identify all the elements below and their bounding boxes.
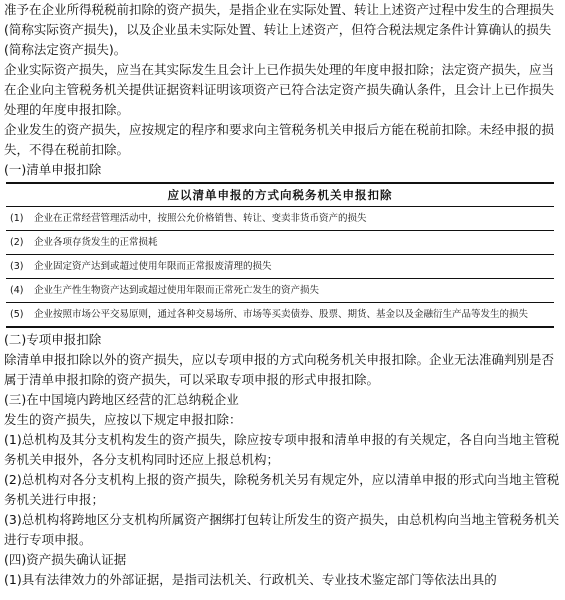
section-heading-evidence: (四)资产损失确认证据 — [4, 552, 127, 567]
table-row — [6, 303, 554, 326]
row-text: 企业生产性生物资产达到或超过使用年限而正常死亡发生的资产损失 — [34, 285, 320, 296]
section-heading-cross-region: (三)在中国境内跨地区经营的汇总纳税企业 — [4, 392, 239, 407]
row-number: (3) — [10, 261, 24, 272]
cross-region-item-3: (3)总机构将跨地区分支机构所属资产捆绑打包转让所发生的资产损失，由总机构向当地主管税务机关进行专项申报。 — [4, 512, 560, 547]
cross-region-item-2: (2)总机构对各分支机构上报的资产损失，除税务机关另有规定外，应以清单申报的形式向当地主管税务机关进行申报； — [4, 472, 560, 507]
row-number: (2) — [10, 237, 24, 248]
cross-region-intro: 发生的资产损失，应按以下规定申报扣除： — [4, 412, 242, 427]
row-text: 企业各项存货发生的正常损耗 — [34, 237, 158, 248]
row-text: 企业在正常经营管理活动中，按照公允价格销售、转让、变卖非货币资产的损失 — [34, 213, 367, 224]
intro-paragraph-3: 企业发生的资产损失，应按规定的程序和要求向主管税务机关申报后方能在税前扣除。未经申报的损失，不得在税前扣除。 — [4, 122, 555, 157]
intro-paragraph-1: 准予在企业所得税税前扣除的资产损失，是指企业在实际处置、转让上述资产过程中发生的合理损失(简称实际资产损失)，以及企业虽未实际处置、转让上述资产，但符合税法规定条件计算确认的损失(简称法定资产损失)。 — [4, 2, 555, 57]
table-row — [6, 207, 554, 231]
evidence-paragraph: (1)具有法律效力的外部证据，是指司法机关、行政机关、专业技术鉴定部门等依法出具的 — [4, 572, 497, 587]
row-number: (1) — [10, 213, 24, 224]
special-declaration-paragraph: 除清单申报扣除以外的资产损失，应以专项申报的方式向税务机关申报扣除。企业无法准确判别是否属于清单申报扣除的资产损失，可以采取专项申报的形式申报扣除。 — [4, 352, 555, 387]
section-heading-list-declaration: (一)清单申报扣除 — [4, 162, 102, 177]
table-title: 应以清单申报的方式向税务机关申报扣除 — [6, 184, 554, 207]
table-row — [6, 231, 554, 255]
row-number: (4) — [10, 285, 24, 296]
section-heading-special-declaration: (二)专项申报扣除 — [4, 332, 102, 347]
row-text: 企业固定资产达到或超过使用年限而正常报废清理的损失 — [34, 261, 272, 272]
row-number: (5) — [10, 309, 24, 320]
intro-paragraph-2: 企业实际资产损失，应当在其实际发生且会计上已作损失处理的年度申报扣除；法定资产损失，应当在企业向主管税务机关提供证据资料证明该项资产已符合法定资产损失确认条件，且会计上已作损失处理的年度申报扣除。 — [4, 62, 555, 117]
table-row — [6, 279, 554, 303]
list-declaration-table — [6, 182, 554, 328]
row-text: 企业按照市场公平交易原则，通过各种交易场所、市场等买卖债券、股票、期货、基金以及金融衍生产品等发生的损失 — [34, 309, 529, 320]
cross-region-item-1: (1)总机构及其分支机构发生的资产损失，除应按专项申报和清单申报的有关规定，各自向当地主管税务机关申报外，各分支机构同时还应上报总机构； — [4, 432, 560, 467]
table-row — [6, 255, 554, 279]
